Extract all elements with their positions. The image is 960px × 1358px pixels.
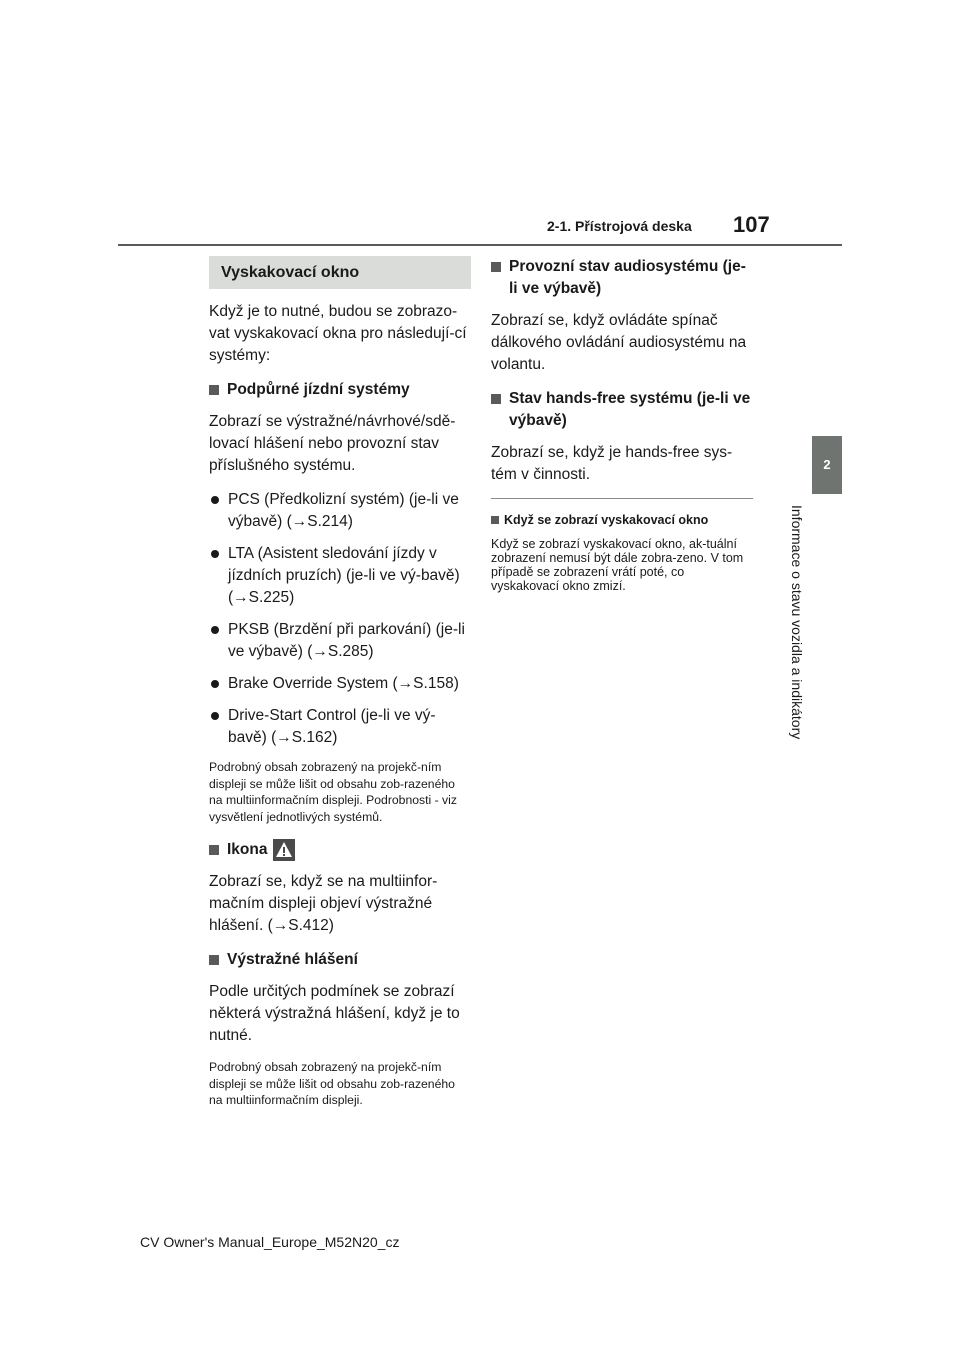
- list-item: [209, 673, 471, 695]
- subheading-driving-systems: [209, 379, 471, 401]
- subheading-warning-message: [209, 949, 471, 971]
- right-column: [491, 256, 753, 593]
- page-number: 107: [733, 212, 770, 237]
- bullet-icon: [211, 626, 219, 634]
- square-bullet-icon: [209, 955, 219, 965]
- note-text: Podrobný obsah zobrazený na projekč-ním displeji se může lišit od obsahu zob-razeného na multiinformačním displeji. Podrobnosti - viz vysvětlení jednotlivých systémů.: [209, 760, 457, 824]
- subheading-text: Stav hands-free systému (je-li ve výbavě): [509, 390, 751, 429]
- bullet-icon: [211, 550, 219, 558]
- subheading-icon: [209, 839, 471, 861]
- list-item-text: PCS (Předkolizní systém) (je-li ve výbavě) (→S.214): [228, 491, 459, 530]
- subheading-text: Provozní stav audiosystému (je-li ve výbavě): [509, 258, 746, 297]
- subheading-text: Výstražné hlášení: [227, 951, 358, 968]
- info-heading-text: Když se zobrazí vyskakovací okno: [504, 513, 709, 527]
- subheading-handsfree: [491, 388, 753, 432]
- list-item: [209, 705, 471, 749]
- square-bullet-icon: [209, 845, 219, 855]
- list-item: [209, 619, 471, 663]
- square-bullet-icon: [491, 516, 499, 524]
- paragraph: Zobrazí se, když je hands-free sys-tém v činnosti.: [491, 444, 733, 483]
- warning-triangle-icon: [273, 839, 295, 861]
- subheading-text: Podpůrné jízdní systémy: [227, 381, 410, 398]
- bullet-icon: [211, 496, 219, 504]
- paragraph: Podle určitých podmínek se zobrazí některá výstražná hlášení, když je to nutné.: [209, 983, 460, 1044]
- square-bullet-icon: [491, 262, 501, 272]
- square-bullet-icon: [491, 394, 501, 404]
- left-column: [209, 256, 471, 1123]
- paragraph: Zobrazí se, když se na multiinfor-mačním displeji objeví výstražné hlášení. (→S.412): [209, 873, 438, 934]
- box-heading: Vyskakovací okno: [209, 256, 471, 289]
- subheading-text: Ikona: [227, 841, 268, 858]
- list-item-text: PKSB (Brzdění při parkování) (je-li ve výbavě) (→S.285): [228, 621, 465, 660]
- divider: [491, 498, 753, 499]
- list-item-text: LTA (Asistent sledování jízdy v jízdních pruzích) (je-li ve vý-bavě) (→S.225): [228, 545, 460, 606]
- header-divider: [118, 244, 842, 246]
- paragraph: Zobrazí se výstražné/návrhové/sdě-lovací hlášení nebo provozní stav příslušného systému.: [209, 413, 456, 474]
- note-text: Podrobný obsah zobrazený na projekč-ním displeji se může lišit od obsahu zob-razeného na multiinformačním displeji.: [209, 1060, 455, 1107]
- chapter-side-title: [782, 505, 812, 765]
- subheading-audio: [491, 256, 753, 300]
- list-item: [209, 489, 471, 533]
- intro-text: Když je to nutné, budou se zobrazo-vat vyskakovací okna pro následují-cí systémy:: [209, 303, 467, 364]
- info-heading: [491, 509, 753, 531]
- list-item: [209, 543, 471, 609]
- chapter-tab: 2: [812, 436, 842, 494]
- square-bullet-icon: [209, 385, 219, 395]
- chapter-title-text: Informace o stavu vozidla a indikátory: [789, 505, 805, 740]
- paragraph: Zobrazí se, když ovládáte spínač dálkového ovládání audiosystému na volantu.: [491, 312, 747, 373]
- bullet-icon: [211, 712, 219, 720]
- list-item-text: Brake Override System (→S.158): [228, 675, 459, 692]
- info-text: Když se zobrazí vyskakovací okno, ak-tuální zobrazení nemusí být dále zobra-zeno. V tom případě se zobrazení vrátí poté, co vyskakovací okno zmizí.: [491, 537, 744, 593]
- list-item-text: Drive-Start Control (je-li ve vý-bavě) (→S.162): [228, 707, 436, 746]
- section-title: 2-1. Přístrojová deska: [547, 218, 692, 234]
- footer-text: CV Owner's Manual_Europe_M52N20_cz: [140, 1234, 400, 1250]
- bullet-icon: [211, 680, 219, 688]
